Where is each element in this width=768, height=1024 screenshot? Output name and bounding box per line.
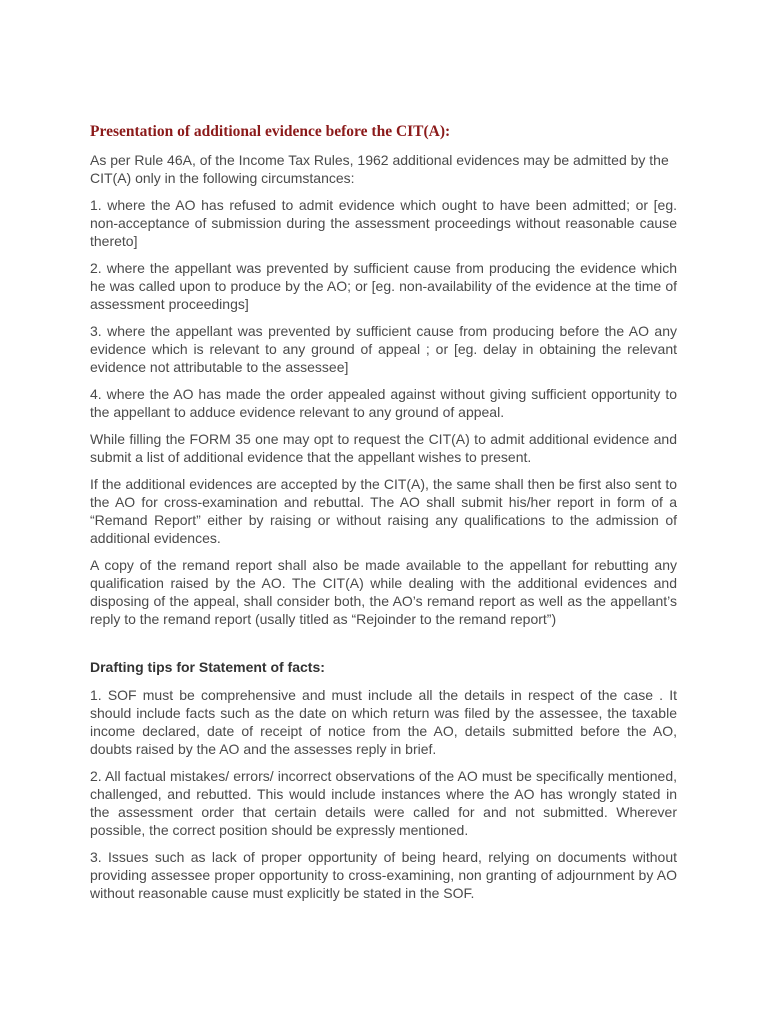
paragraph-sof-tip-2: 2. All factual mistakes/ errors/ incorrect observations of the AO must be specifically mentioned, challenged, and rebutted. This would include instances where the AO has wrongly stated in the assessment order that certain details were called for and not submitted. Wherever possible, the correct position should be expressly mentioned. — [90, 768, 677, 838]
paragraph-circumstance-3: 3. where the appellant was prevented by sufficient cause from producing before the AO any evidence which is relevant to any ground of appeal ; or [eg. delay in obtaining the relevant evidence not attributable to the assessee] — [90, 323, 677, 375]
paragraph-sof-tip-1: 1. SOF must be comprehensive and must include all the details in respect of the case . It should include facts such as the date on which return was filed by the assessee, the taxable income declared, date of receipt of notice from the AO, details submitted before the AO, doubts raised by the AO and the assesses reply in brief. — [90, 687, 677, 757]
section-spacer — [90, 637, 677, 657]
paragraph-circumstance-4: 4. where the AO has made the order appealed against without giving sufficient opportunity to the appellant to adduce evidence relevant to any ground of appeal. — [90, 386, 677, 420]
paragraph-sof-tip-3: 3. Issues such as lack of proper opportunity of being heard, relying on documents without providing assessee proper opportunity to cross-examining, non granting of adjournment by AO without reasonable cause must explicitly be stated in the SOF. — [90, 849, 677, 901]
paragraph-remand-report: If the additional evidences are accepted by the CIT(A), the same shall then be first also sent to the AO for cross-examination and rebuttal. The AO shall submit his/her report in form of a “Remand Report” either by raising or without raising any qualifications to the admission of additional evidences. — [90, 476, 677, 546]
paragraph-form-35: While filling the FORM 35 one may opt to request the CIT(A) to admit additional evidence and submit a list of additional evidence that the appellant wishes to present. — [90, 431, 677, 465]
section-heading-drafting-tips: Drafting tips for Statement of facts: — [90, 659, 325, 675]
paragraph-rule-46a: As per Rule 46A, of the Income Tax Rules, 1962 additional evidences may be admitted by the CIT(A) only in the following circumstances: — [90, 152, 669, 186]
paragraph-circumstance-1: 1. where the AO has refused to admit evidence which ought to have been admitted; or [eg. non-acceptance of submission during the assessment proceedings without reasonable cause thereto] — [90, 197, 677, 249]
section-heading-additional-evidence: Presentation of additional evidence before the CIT(A): — [90, 123, 451, 140]
document-content — [90, 122, 677, 911]
paragraph-rejoinder: A copy of the remand report shall also be made available to the appellant for rebutting any qualification raised by the AO. The CIT(A) while dealing with the additional evidences and disposing of the appeal, shall consider both, the AO’s remand report as well as the appellant’s reply to the remand report (usally titled as “Rejoinder to the remand report”) — [90, 557, 677, 627]
paragraph-circumstance-2: 2. where the appellant was prevented by sufficient cause from producing the evidence which he was called upon to produce by the AO; or [eg. non-availability of the evidence at the time of assessment proceedings] — [90, 260, 677, 312]
